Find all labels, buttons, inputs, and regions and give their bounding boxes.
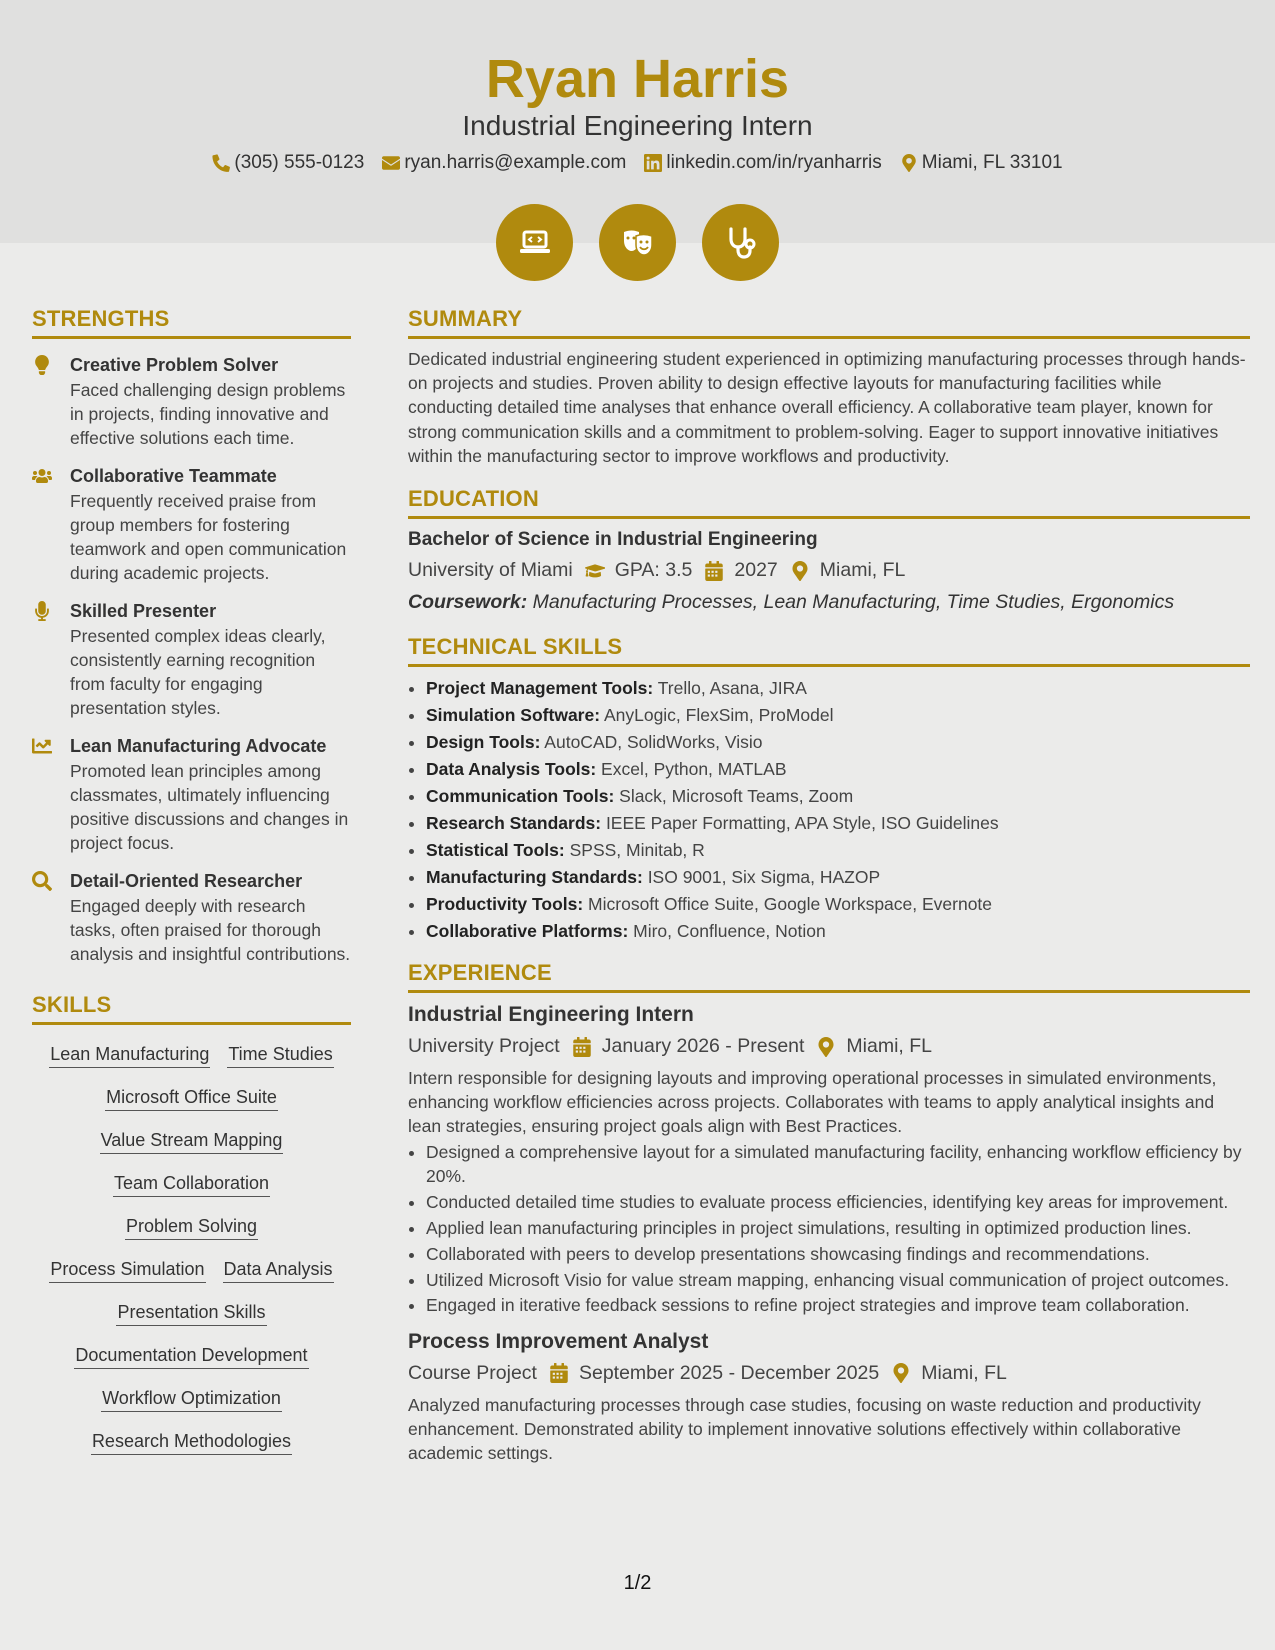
strength-name: Collaborative Teammate: [70, 466, 277, 486]
technical-skill-item: [426, 918, 1250, 945]
skill-tag: Value Stream Mapping: [100, 1123, 284, 1154]
job-org: University Project: [408, 1035, 560, 1058]
job-dates: January 2026 - Present: [601, 1035, 805, 1058]
experience-heading: EXPERIENCE: [408, 960, 1250, 993]
strength-body: [70, 354, 351, 450]
technical-skill-item: [426, 864, 1250, 891]
stethoscope-icon: [721, 223, 761, 263]
job-location: Miami, FL: [846, 1035, 933, 1058]
location-text: Miami, FL 33101: [921, 152, 1063, 173]
strength-icon-wrap: [32, 465, 70, 585]
technical-skill-value: IEEE Paper Formatting, APA Style, ISO Guidelines: [601, 813, 999, 834]
strength-item: [32, 870, 351, 966]
summary-text: Dedicated industrial engineering student experienced in optimizing manufacturing processes through hands-on projects and studies. Proven ability to design effective layouts for manufacturing facilities while conducting detailed time analyses that enhance overall efficiency. A collaborative team player, known for strong communication skills and a commitment to problem-solving. Eager to support innovative initiatives within the manufacturing sector to improve workflows and productivity.: [408, 349, 1246, 466]
technical-skill-item: [426, 891, 1250, 918]
job-bullet: • Collaborated with peers to develop presentations showcasing findings and recommendations.: [426, 1242, 1250, 1266]
education-coursework: [408, 591, 1250, 614]
left-column: [32, 306, 351, 1467]
technical-skill-label: Productivity Tools:: [426, 894, 584, 915]
technical-skill-value: Trello, Asana, JIRA: [653, 678, 807, 699]
job-location: Miami, FL: [921, 1361, 1007, 1384]
strength-body: [70, 735, 351, 855]
technical-skills-list: [408, 675, 1250, 945]
candidate-title: Industrial Engineering Intern: [462, 110, 813, 141]
skill-tag: Microsoft Office Suite: [105, 1080, 278, 1111]
skill-tag: Team Collaboration: [113, 1166, 270, 1197]
skills-heading: SKILLS: [32, 992, 351, 1025]
education-heading: EDUCATION: [408, 486, 1250, 519]
map-marker-icon: [790, 561, 810, 581]
contact-bar: [0, 152, 1275, 174]
phone-text: (305) 555-0123: [234, 152, 365, 173]
technical-skill-value: AnyLogic, FlexSim, ProModel: [600, 705, 834, 726]
education-meta: [408, 559, 1250, 582]
skill-tag: Workflow Optimization: [101, 1381, 282, 1412]
laptop-code-icon: [515, 223, 555, 263]
coursework-label: Coursework:: [408, 591, 528, 614]
contact-linkedin[interactable]: [644, 152, 881, 174]
job-bullet: • Conducted detailed time studies to evaluate process efficiencies, identifying key areas for improvement.: [426, 1190, 1250, 1214]
technical-skill-value: AutoCAD, SolidWorks, Visio: [540, 732, 763, 753]
strength-body: [70, 465, 351, 585]
page-number: 1/2: [623, 1572, 652, 1594]
job-meta: [408, 1362, 1250, 1385]
education-year: 2027: [734, 559, 778, 582]
technical-skill-value: ISO 9001, Six Sigma, HAZOP: [642, 867, 881, 888]
strength-body: [70, 600, 351, 720]
skill-tag: Lean Manufacturing: [49, 1037, 210, 1068]
job-title: Industrial Engineering Intern: [408, 1003, 694, 1027]
summary-heading: SUMMARY: [408, 306, 1250, 339]
users-icon: [32, 466, 52, 486]
linkedin-icon: [644, 154, 662, 172]
map-marker-icon: [816, 1037, 836, 1057]
stethoscope-badge: [702, 204, 779, 281]
strength-icon-wrap: [32, 354, 70, 450]
job-description: Analyzed manufacturing processes through case studies, focusing on waste reduction and productivity enhancement. Demonstrated ability to implement innovative solutions effectively within collaborative academic settings.: [408, 1394, 1201, 1464]
phone-icon: [212, 154, 230, 172]
right-column: [408, 306, 1250, 1465]
skills-list: [32, 1037, 351, 1467]
skill-tag: Problem Solving: [125, 1209, 258, 1240]
technical-skill-label: Collaborative Platforms:: [426, 921, 629, 942]
strengths-list: [32, 354, 351, 966]
job-bullet: • Utilized Microsoft Visio for value stream mapping, enhancing visual communication of project outcomes.: [426, 1268, 1250, 1292]
strength-item: [32, 735, 351, 855]
calendar-icon: [704, 561, 724, 581]
calendar-icon: [549, 1363, 569, 1383]
contact-location: [900, 152, 1063, 174]
education-school: University of Miami: [408, 559, 573, 582]
technical-skill-value: SPSS, Minitab, R: [564, 840, 705, 861]
theater-masks-icon: [618, 223, 658, 263]
strength-item: [32, 465, 351, 585]
microphone-icon: [32, 601, 52, 621]
contact-email[interactable]: [382, 152, 626, 174]
job-bullets: [408, 1140, 1250, 1317]
technical-skill-label: Research Standards:: [426, 813, 602, 834]
technical-skill-label: Simulation Software:: [426, 705, 601, 726]
experience-list: [408, 1003, 1250, 1465]
skill-tag: Data Analysis: [223, 1252, 334, 1283]
technical-skill-item: [426, 810, 1250, 837]
job-bullet: • Applied lean manufacturing principles in project simulations, resulting in optimized production lines.: [426, 1216, 1250, 1240]
skill-tag: Documentation Development: [74, 1338, 308, 1369]
experience-item: [408, 1003, 1250, 1318]
technical-skill-label: Project Management Tools:: [426, 678, 654, 699]
technical-skill-value: Microsoft Office Suite, Google Workspace, Evernote: [583, 894, 993, 915]
education-location: Miami, FL: [819, 559, 906, 582]
strength-name: Detail-Oriented Researcher: [70, 871, 303, 891]
strength-desc: Engaged deeply with research tasks, often praised for thorough analysis and insightful contributions.: [70, 896, 351, 964]
theater-masks-badge: [599, 204, 676, 281]
linkedin-text: linkedin.com/in/ryanharris: [666, 152, 882, 173]
strength-desc: Promoted lean principles among classmates, ultimately influencing positive discussions and changes in project focus.: [70, 761, 349, 853]
strength-icon-wrap: [32, 870, 70, 966]
strength-item: [32, 600, 351, 720]
skill-tag: Research Methodologies: [91, 1424, 292, 1455]
technical-skill-label: Statistical Tools:: [426, 840, 565, 861]
technical-skill-label: Data Analysis Tools:: [426, 759, 597, 780]
technical-skills-heading: TECHNICAL SKILLS: [408, 634, 1250, 667]
job-meta: [408, 1035, 1250, 1058]
chart-line-icon: [32, 736, 52, 756]
email-text: ryan.harris@example.com: [404, 152, 627, 173]
strength-body: [70, 870, 351, 966]
job-bullet: • Engaged in iterative feedback sessions to refine project strategies and improve team collaboration.: [426, 1293, 1250, 1317]
map-marker-icon: [900, 154, 918, 172]
search-icon: [32, 871, 52, 891]
strength-name: Skilled Presenter: [70, 601, 217, 621]
strength-icon-wrap: [32, 600, 70, 720]
technical-skill-label: Manufacturing Standards:: [426, 867, 643, 888]
map-marker-icon: [891, 1363, 911, 1383]
job-dates: September 2025 - December 2025: [578, 1361, 880, 1384]
technical-skill-label: Design Tools:: [426, 732, 541, 753]
technical-skill-item: [426, 783, 1250, 810]
technical-skill-value: Miro, Confluence, Notion: [628, 921, 826, 942]
skill-tag: Time Studies: [227, 1037, 333, 1068]
envelope-icon: [382, 154, 400, 172]
education-degree: Bachelor of Science in Industrial Engineering: [408, 529, 818, 551]
education-gpa: GPA: 3.5: [614, 559, 693, 582]
job-title: Process Improvement Analyst: [408, 1329, 709, 1353]
interest-badges: [0, 204, 1275, 281]
technical-skill-value: Excel, Python, MATLAB: [596, 759, 787, 780]
contact-phone[interactable]: [212, 152, 364, 174]
strength-name: Lean Manufacturing Advocate: [70, 736, 327, 756]
strength-name: Creative Problem Solver: [70, 355, 279, 375]
lightbulb-icon: [32, 355, 52, 375]
graduation-cap-icon: [585, 561, 605, 581]
strength-desc: Faced challenging design problems in projects, finding innovative and effective solutions each time.: [70, 380, 346, 448]
strength-desc: Presented complex ideas clearly, consistently earning recognition from faculty for engaging presentation styles.: [70, 626, 326, 718]
skill-tag: Process Simulation: [49, 1252, 205, 1283]
calendar-icon: [572, 1037, 592, 1057]
strengths-heading: STRENGTHS: [32, 306, 351, 339]
technical-skill-value: Slack, Microsoft Teams, Zoom: [614, 786, 854, 807]
laptop-code-badge: [496, 204, 573, 281]
job-description: Intern responsible for designing layouts and improving operational processes in simulated environments, enhancing workflow efficiencies across projects. Collaborates with teams to apply analytical insights and lean strategies, ensuring project goals align with Best Practices.: [408, 1068, 1217, 1137]
technical-skill-item: [426, 756, 1250, 783]
candidate-name: Ryan Harris: [485, 49, 790, 109]
strength-icon-wrap: [32, 735, 70, 855]
job-bullet: • Designed a comprehensive layout for a simulated manufacturing facility, enhancing workflow efficiency by 20%.: [426, 1140, 1250, 1188]
coursework-text: Manufacturing Processes, Lean Manufacturing, Time Studies, Ergonomics: [532, 591, 1175, 614]
technical-skill-item: [426, 729, 1250, 756]
job-org: Course Project: [408, 1361, 537, 1384]
strength-item: [32, 354, 351, 450]
technical-skill-item: [426, 675, 1250, 702]
technical-skill-label: Communication Tools:: [426, 786, 615, 807]
technical-skill-item: [426, 702, 1250, 729]
skill-tag: Presentation Skills: [116, 1295, 266, 1326]
technical-skill-item: [426, 837, 1250, 864]
strength-desc: Frequently received praise from group members for fostering teamwork and open communication during academic projects.: [70, 491, 347, 583]
experience-item: [408, 1330, 1250, 1466]
